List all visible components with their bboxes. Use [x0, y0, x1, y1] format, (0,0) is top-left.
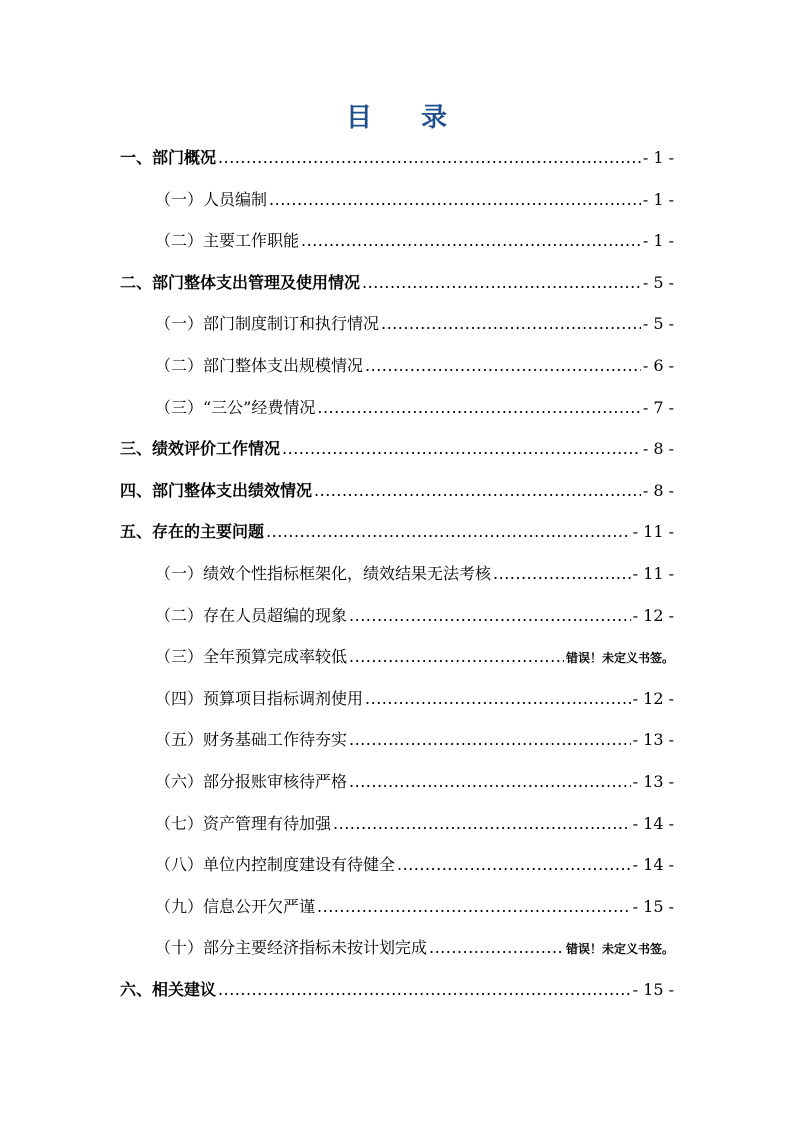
dot-leader [349, 726, 631, 754]
toc-entry-page: - 8 - [642, 439, 674, 459]
toc-entry-label: 四、部门整体支出绩效情况 [120, 480, 313, 500]
toc-entry-page: - 7 - [642, 397, 674, 417]
toc-entry[interactable] [155, 602, 674, 630]
toc-entry-label: （一）人员编制 [155, 189, 268, 209]
toc-entry-label: （三）全年预算完成率较低 [155, 647, 348, 667]
toc-entry-page: - 14 - [632, 855, 674, 875]
dot-leader [349, 768, 631, 796]
dot-leader [317, 394, 640, 422]
dot-leader [317, 893, 631, 921]
dot-leader [397, 851, 631, 879]
toc-entry-page: - 14 - [632, 813, 674, 833]
toc-entry-page: - 15 - [632, 980, 674, 999]
toc-entry-label: （七）资产管理有待加强 [155, 813, 332, 833]
dot-leader [266, 518, 631, 546]
toc-entry-label: 一、部门概况 [120, 148, 217, 167]
toc-entry[interactable] [155, 810, 674, 838]
toc-entry-page: 错误！未定义书签。 [565, 651, 674, 666]
toc-entry[interactable] [155, 685, 674, 713]
toc-entry[interactable] [155, 851, 674, 879]
dot-leader [429, 934, 564, 962]
toc-entry-page: - 1 - [642, 148, 674, 167]
dot-leader [381, 310, 641, 338]
toc-entry-page: - 13 - [632, 772, 674, 791]
toc-entry[interactable] [120, 144, 674, 172]
dot-leader [282, 435, 641, 463]
toc-entry-page: - 6 - [642, 356, 674, 375]
toc-entry-page: 错误！未定义书签。 [565, 942, 674, 957]
toc-entry[interactable] [155, 394, 674, 422]
toc-entry-label: （五）财务基础工作待夯实 [155, 730, 348, 750]
toc-entry-page: - 12 - [632, 688, 674, 708]
toc-title: 目 录 [345, 103, 468, 133]
dot-leader [314, 477, 641, 505]
toc-entry[interactable] [155, 726, 674, 754]
toc-entry[interactable] [155, 227, 674, 255]
toc-entry[interactable] [155, 352, 674, 380]
dot-leader [493, 560, 631, 588]
toc-entry[interactable] [155, 934, 674, 962]
toc-entry-page: - 13 - [632, 730, 674, 750]
toc-entry-page: - 15 - [632, 896, 674, 916]
dot-leader [218, 976, 631, 1004]
dot-leader [301, 227, 641, 255]
toc-entry[interactable] [120, 518, 674, 546]
dot-leader [365, 685, 631, 713]
toc-entry-page: - 8 - [642, 480, 674, 500]
toc-entry-label: （二）主要工作职能 [155, 231, 300, 251]
toc-entry-page: - 11 - [632, 564, 674, 583]
toc-entry-label: （九）信息公开欠严谨 [155, 896, 316, 916]
dot-leader [349, 643, 564, 671]
dot-leader [362, 269, 641, 297]
toc-entry-label: 六、相关建议 [120, 980, 217, 999]
toc-entry-page: - 5 - [642, 272, 674, 292]
toc-entry[interactable] [120, 269, 674, 297]
toc-entry-label: （一）绩效个性指标框架化，绩效结果无法考核 [155, 564, 492, 583]
toc-entry-page: - 5 - [642, 314, 674, 334]
toc-entry-label: （八）单位内控制度建设有待健全 [155, 855, 396, 875]
dot-leader [365, 352, 641, 380]
dot-leader [349, 602, 631, 630]
toc-entry-label: 三、绩效评价工作情况 [120, 439, 281, 459]
toc-entry-page: - 11 - [632, 522, 674, 542]
toc-entry[interactable] [155, 643, 674, 671]
toc-entry-label: （六）部分报账审核待严格 [155, 772, 348, 791]
toc-entry-label: （二）存在人员超编的现象 [155, 605, 348, 625]
toc-entry[interactable] [120, 435, 674, 463]
toc-entry[interactable] [120, 976, 674, 1004]
toc-entry-label: 二、部门整体支出管理及使用情况 [120, 272, 361, 292]
toc-entry[interactable] [155, 310, 674, 338]
toc-entry-label: （三）“三公”经费情况 [155, 397, 316, 417]
toc-entry-label: 五、存在的主要问题 [120, 522, 265, 542]
toc-entry-label: （四）预算项目指标调剂使用 [155, 688, 364, 708]
dot-leader [333, 810, 631, 838]
toc-entry-page: - 12 - [632, 605, 674, 625]
dot-leader [218, 144, 641, 172]
toc-entry[interactable] [155, 768, 674, 796]
toc-entry-label: （二）部门整体支出规模情况 [155, 356, 364, 375]
toc-entry-page: - 1 - [642, 231, 674, 251]
toc-entry-label: （一）部门制度制订和执行情况 [155, 314, 380, 334]
toc-entry[interactable] [155, 560, 674, 588]
toc-entry[interactable] [120, 477, 674, 505]
toc-entry[interactable] [155, 893, 674, 921]
toc-entry-label: （十）部分主要经济指标未按计划完成 [155, 938, 428, 958]
dot-leader [269, 186, 641, 214]
toc-entry[interactable] [155, 186, 674, 214]
toc-entry-page: - 1 - [642, 189, 674, 209]
